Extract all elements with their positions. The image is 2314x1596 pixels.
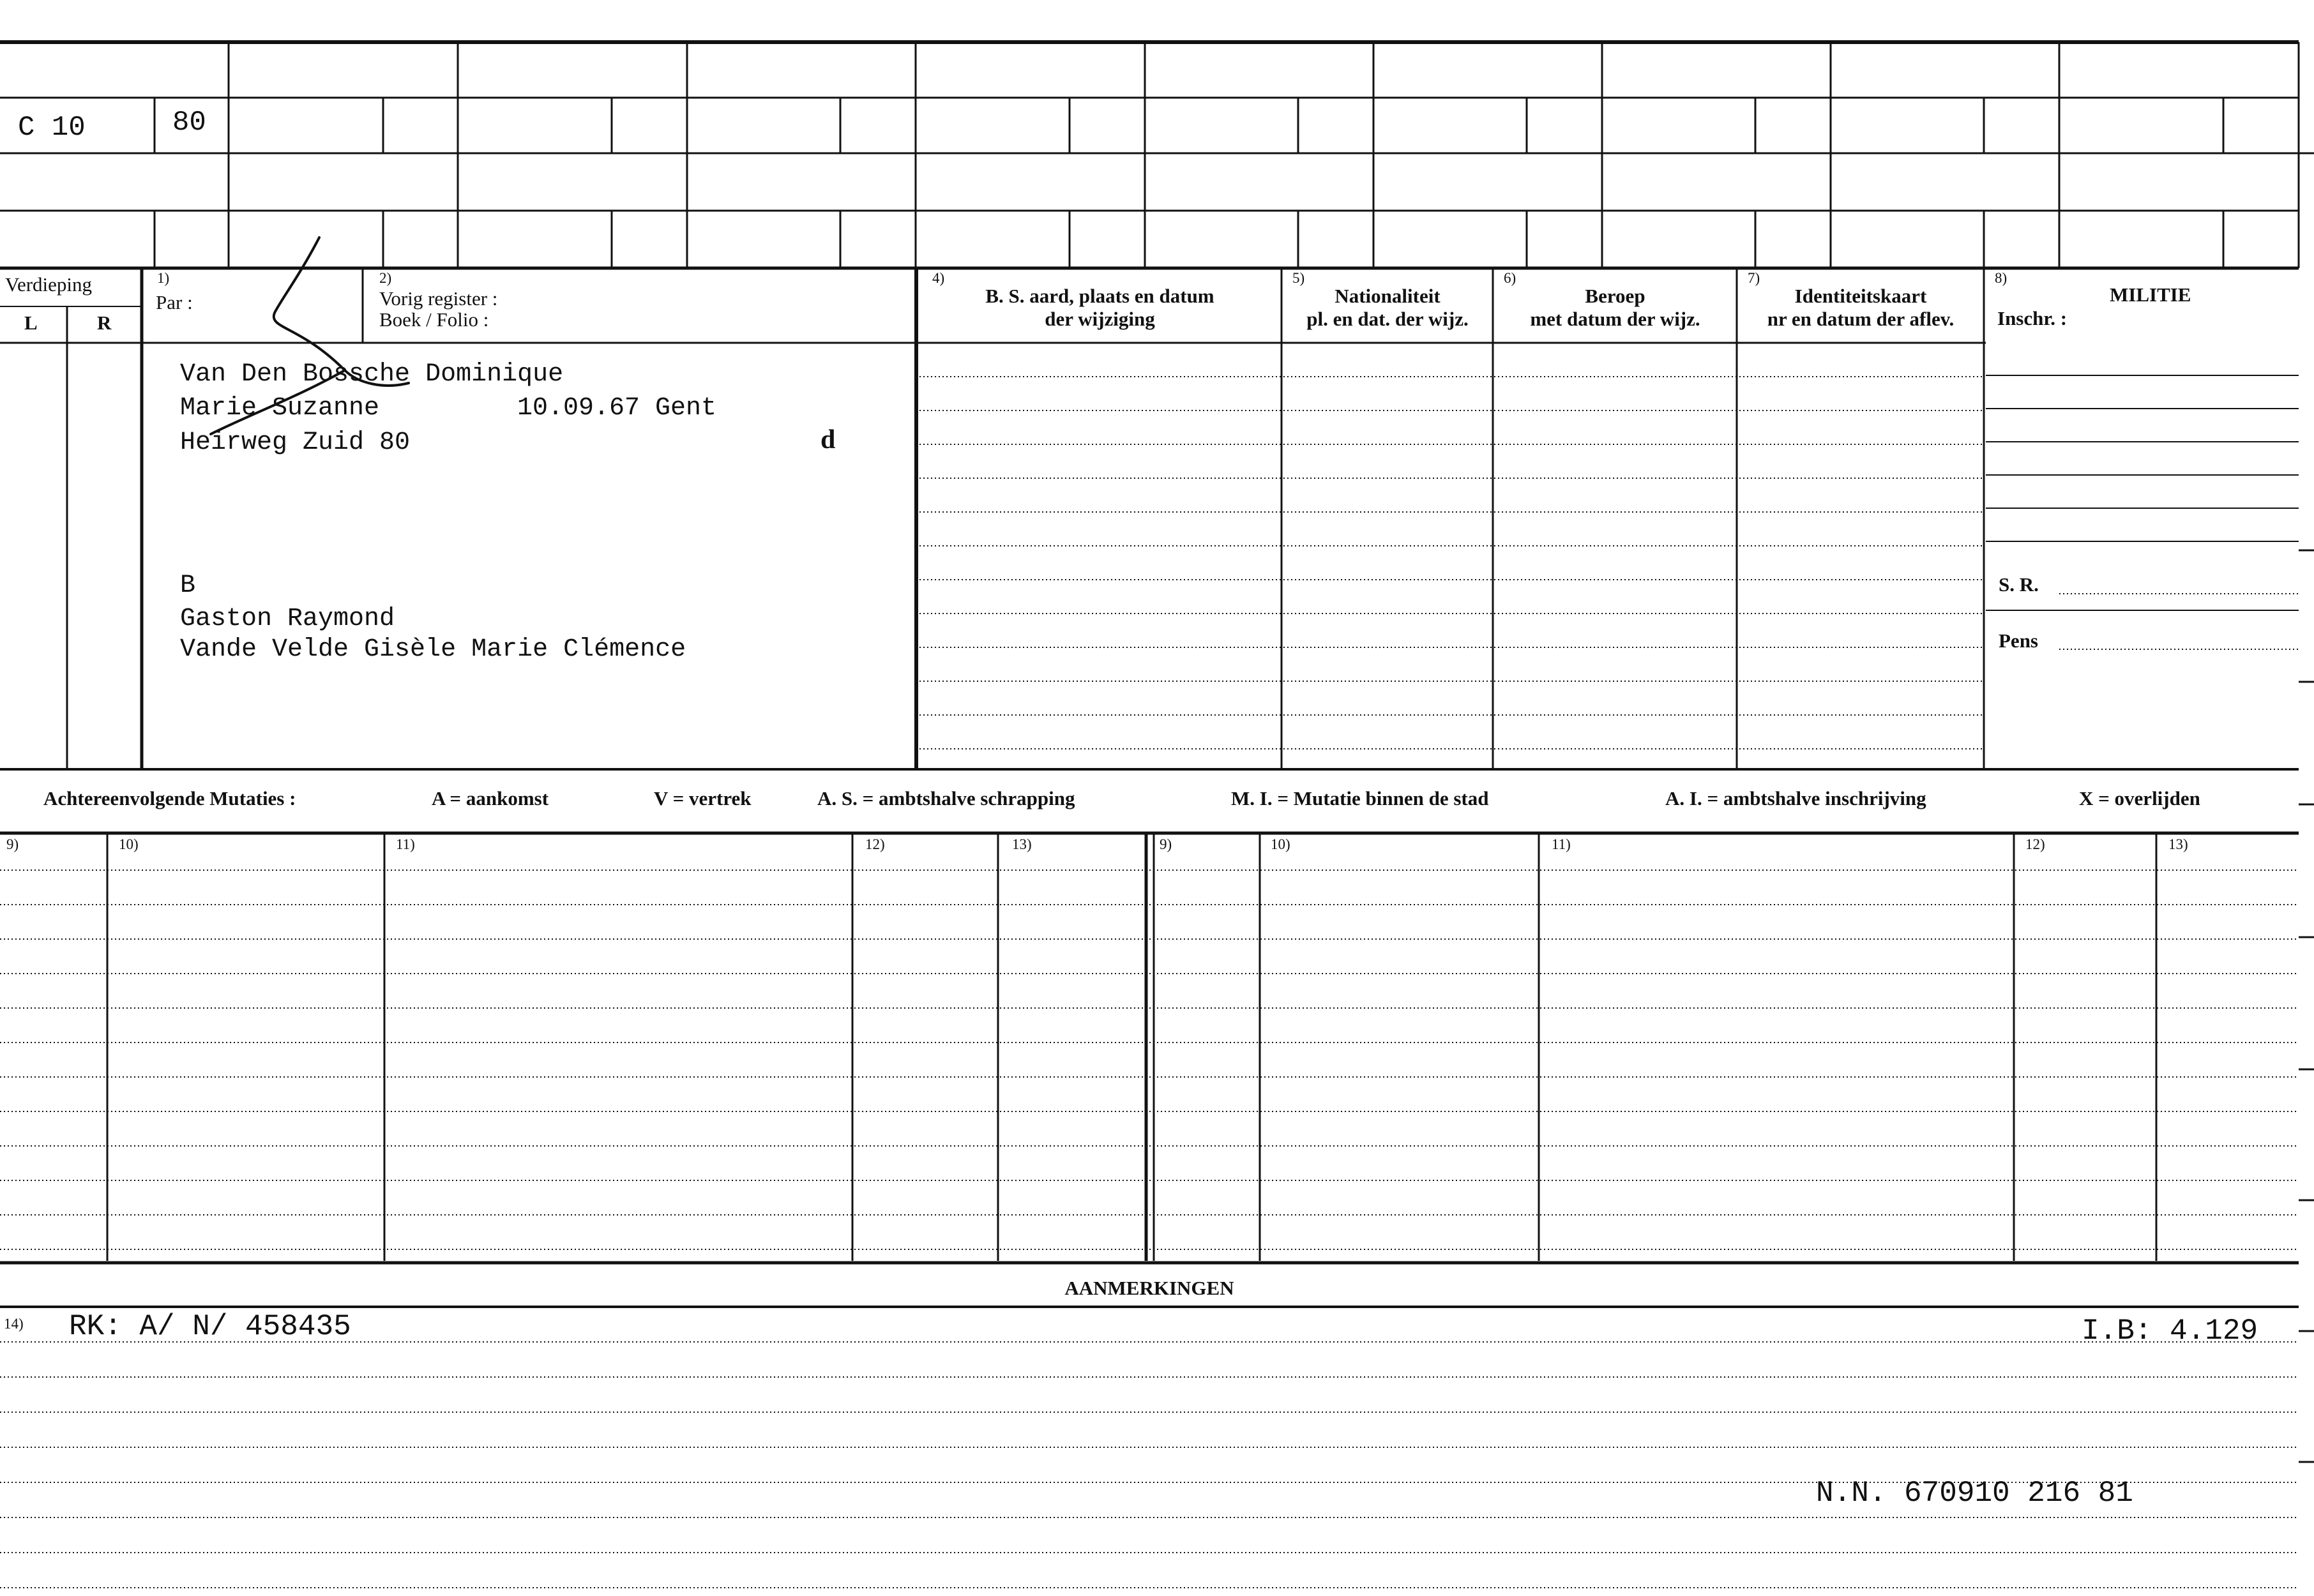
nationaliteit-header-line1: Nationaliteit: [1335, 285, 1441, 307]
col6-number: 6): [1504, 270, 1516, 286]
legend-as: A. S. = ambtshalve schrapping: [817, 787, 1075, 809]
person-birth: 10.09.67 Gent: [517, 394, 717, 423]
beroep-header-line2: met datum der wijz.: [1530, 308, 1700, 330]
militie-header: MILITIE: [2110, 283, 2191, 306]
mutation-col-right-9: 9): [1160, 836, 1172, 852]
mutation-col-right-12: 12): [2025, 836, 2045, 852]
legend-a: A = aankomst: [432, 787, 549, 809]
code-cell: C 10: [18, 112, 86, 144]
bs-header-line2: der wijziging: [1045, 308, 1155, 330]
right-label: R: [97, 312, 112, 334]
person-address: Heirweg Zuid 80: [180, 428, 411, 457]
rk-number: RK: A/ N/ 458435: [69, 1310, 351, 1343]
person-marker: d: [820, 425, 836, 455]
vorig-register-label: Vorig register :: [379, 287, 498, 310]
father-name: Gaston Raymond: [180, 605, 395, 633]
legend-ai: A. I. = ambtshalve inschrijving: [1665, 787, 1926, 809]
pens-label: Pens: [1999, 629, 2038, 652]
beroep-header-line1: Beroep: [1585, 285, 1645, 307]
number-cell: 80: [172, 107, 206, 139]
mutation-col-left-10: 10): [119, 836, 139, 852]
col4-number: 4): [932, 270, 945, 286]
nationaliteit-header-line2: pl. en dat. der wijz.: [1306, 308, 1469, 330]
par-label: Par :: [156, 291, 193, 313]
boek-folio-label: Boek / Folio :: [379, 308, 489, 331]
left-label: L: [24, 312, 38, 334]
mother-name: Vande Velde Gisèle Marie Clémence: [180, 635, 686, 664]
verdieping-label: Verdieping: [5, 273, 93, 296]
mutation-col-right-11: 11): [1552, 836, 1571, 852]
person-name-line1: Van Den Bossche Dominique: [180, 360, 564, 389]
legend-v: V = vertrek: [654, 787, 752, 809]
bs-header-line1: B. S. aard, plaats en datum: [985, 285, 1214, 307]
mutation-col-right-13: 13): [2168, 836, 2188, 852]
mutation-col-right-10: 10): [1271, 836, 1290, 852]
col2-number: 2): [379, 270, 392, 286]
mutation-col-left-9: 9): [6, 836, 19, 852]
mutation-col-left-11: 11): [396, 836, 415, 852]
col7-number: 7): [1748, 270, 1760, 286]
legend-x: X = overlijden: [2079, 787, 2200, 809]
mutation-col-left-13: 13): [1012, 836, 1032, 852]
legend-mi: M. I. = Mutatie binnen de stad: [1231, 787, 1489, 809]
person-name-line2: Marie Suzanne: [180, 394, 380, 423]
identiteitskaart-header-line2: nr en datum der aflev.: [1767, 308, 1955, 330]
col5-number: 5): [1292, 270, 1305, 286]
col8-number: 8): [1995, 270, 2008, 286]
inschr-label: Inschr. :: [1997, 307, 2068, 329]
parents-marker: B: [180, 571, 196, 600]
mutation-col-left-12: 12): [865, 836, 885, 852]
identiteitskaart-header-line1: Identiteitskaart: [1794, 285, 1927, 307]
col1-number: 1): [157, 270, 170, 286]
remarks-number: 14): [4, 1316, 24, 1332]
ib-number: I.B: 4.129: [2082, 1314, 2258, 1348]
nn-number: N.N. 670910 216 81: [1816, 1477, 2133, 1510]
mutaties-title: Achtereenvolgende Mutaties :: [43, 787, 296, 809]
sr-label: S. R.: [1999, 573, 2039, 596]
aanmerkingen-title: AANMERKINGEN: [1064, 1277, 1234, 1299]
